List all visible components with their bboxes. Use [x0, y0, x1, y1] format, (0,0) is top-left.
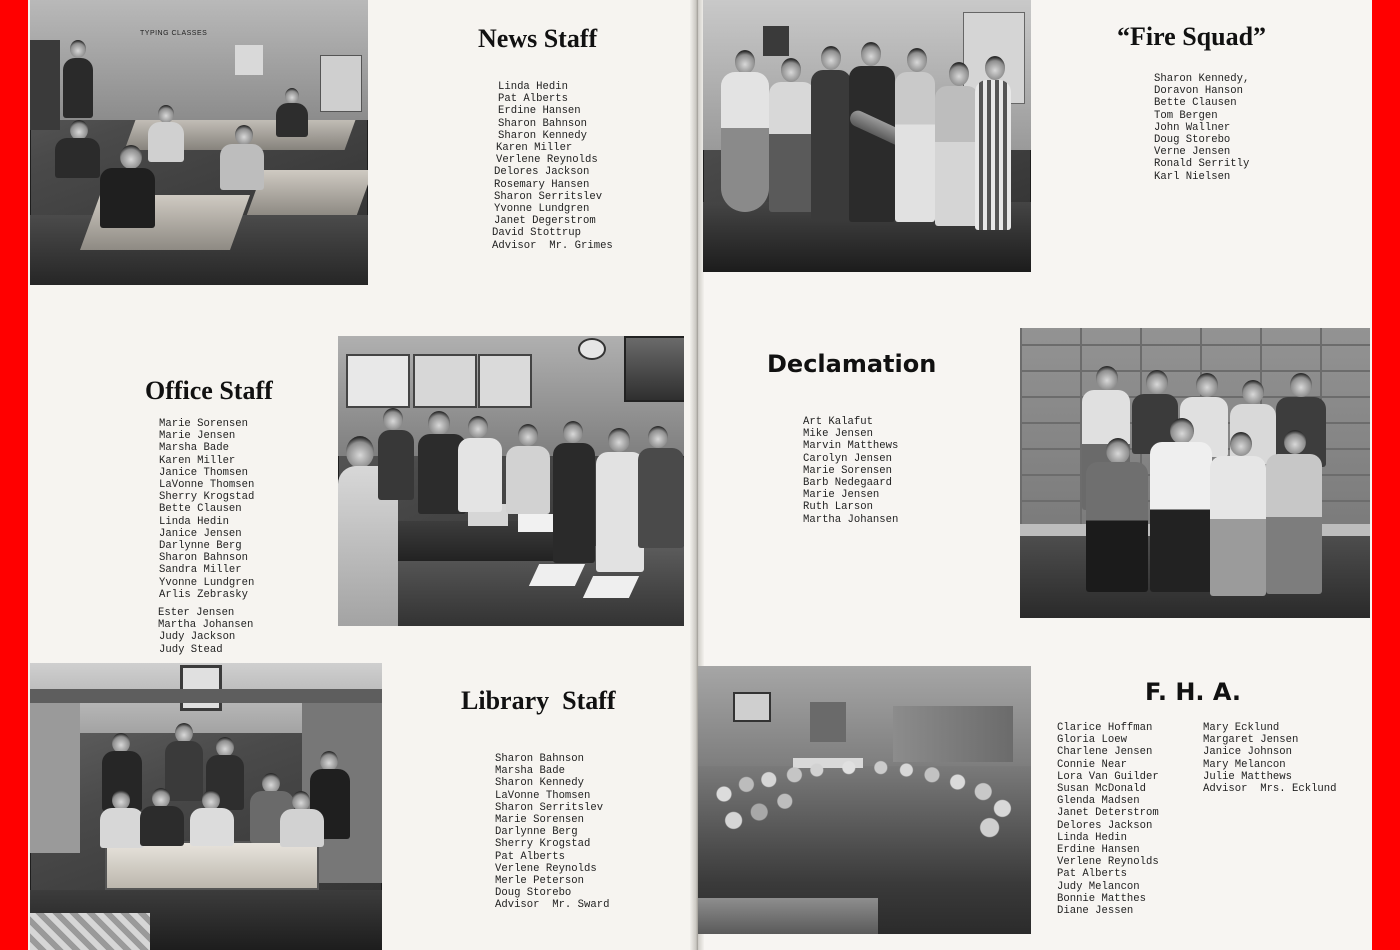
office-staff-name: Bette Clausen — [159, 503, 242, 516]
office-staff-name: Arlis Zebrasky — [159, 588, 249, 601]
library-staff-names — [495, 753, 609, 912]
news-staff-photo — [30, 0, 368, 285]
fha-names-col1 — [1057, 722, 1159, 917]
office-staff-name: LaVonne Thomsen — [159, 479, 255, 492]
fha-name: Julie Matthews — [1203, 770, 1293, 783]
fha-name: Connie Near — [1057, 758, 1127, 771]
fha-name: Bonnie Matthes — [1057, 892, 1147, 905]
news-staff-name: Yvonne Lundgren — [494, 203, 590, 216]
news-staff-name: Sharon Bahnson — [498, 117, 588, 130]
declamation-title: Declamation — [767, 350, 937, 378]
office-staff-photo — [338, 336, 684, 626]
office-staff-name: Sherry Krogstad — [159, 491, 255, 504]
fire-squad-name: Bette Clausen — [1154, 97, 1237, 110]
declamation-name: Marie Jensen — [803, 489, 880, 502]
declamation-names — [803, 416, 898, 526]
office-staff-name: Martha Johansen — [158, 619, 254, 632]
news-staff-name: Janet Degerstrom — [494, 215, 596, 228]
news-staff-name: Delores Jackson — [494, 166, 590, 179]
fire-squad-name: John Wallner — [1154, 121, 1231, 134]
fha-name: Gloria Loew — [1057, 734, 1127, 747]
news-staff-name: Linda Hedin — [498, 81, 568, 93]
office-staff-name: Sharon Bahnson — [159, 552, 249, 565]
fha-title: F. H. A. — [1145, 678, 1242, 706]
fha-name: Diane Jessen — [1057, 905, 1134, 918]
office-staff-name: Marsha Bade — [159, 442, 229, 455]
news-staff-name: Rosemary Hansen — [494, 178, 590, 191]
office-staff-name: Judy Stead — [159, 643, 223, 656]
fha-advisor: Advisor Mrs. Ecklund — [1203, 783, 1337, 796]
library-staff-name: Sharon Serritslev — [495, 801, 604, 814]
fire-squad-names — [1154, 73, 1249, 183]
fha-name: Margaret Jensen — [1203, 734, 1299, 747]
library-staff-name: Marsha Bade — [495, 765, 565, 778]
fire-squad-name: Doravon Hanson — [1154, 85, 1244, 98]
fire-squad-title: “Fire Squad” — [1117, 22, 1267, 51]
news-staff-title: News Staff — [478, 24, 598, 53]
news-staff-name: David Stottrup — [492, 227, 582, 240]
office-staff-name: Yvonne Lundgren — [159, 576, 255, 589]
fire-squad-name: Doug Storebo — [1154, 134, 1231, 147]
fha-name: Charlene Jensen — [1057, 746, 1153, 759]
fha-name: Mary Melancon — [1203, 758, 1286, 771]
fha-name: Janice Johnson — [1203, 746, 1293, 759]
library-staff-name: Sherry Krogstad — [495, 838, 591, 851]
declamation-name: Marie Sorensen — [803, 464, 893, 477]
office-staff-name: Janice Thomsen — [159, 466, 249, 479]
library-staff-advisor: Advisor Mr. Sward — [495, 899, 610, 912]
library-staff-name: Sharon Bahnson — [495, 753, 585, 765]
library-staff-name: Sharon Kennedy — [495, 777, 585, 790]
fha-name: Judy Melancon — [1057, 880, 1140, 893]
news-staff-name: Verlene Reynolds — [496, 154, 598, 167]
declamation-photo — [1020, 328, 1370, 618]
office-staff-name: Darlynne Berg — [159, 540, 242, 553]
news-staff-name: Karen Miller — [496, 142, 573, 155]
declamation-name: Barb Nedegaard — [803, 477, 893, 490]
fha-name: Pat Alberts — [1057, 868, 1127, 881]
library-staff-name: Doug Storebo — [495, 887, 572, 900]
fire-squad-name: Karl Nielsen — [1154, 170, 1231, 183]
office-staff-title: Office Staff — [145, 376, 273, 405]
library-staff-name: LaVonne Thomsen — [495, 789, 591, 802]
office-staff-name: Judy Jackson — [159, 631, 236, 644]
news-staff-name: Erdine Hansen — [498, 105, 581, 118]
office-staff-name: Karen Miller — [159, 454, 236, 467]
news-staff-names — [492, 81, 613, 252]
fha-name: Janet Deterstrom — [1057, 807, 1159, 820]
library-staff-name: Verlene Reynolds — [495, 862, 597, 875]
fha-name: Susan McDonald — [1057, 783, 1147, 796]
fha-name: Linda Hedin — [1057, 831, 1127, 844]
declamation-name: Carolyn Jensen — [803, 452, 893, 465]
fha-name: Erdine Hansen — [1057, 844, 1140, 857]
library-staff-name: Pat Alberts — [495, 850, 565, 863]
fha-name: Clarice Hoffman — [1057, 722, 1153, 734]
declamation-name: Martha Johansen — [803, 513, 899, 526]
fha-names-col2 — [1203, 722, 1337, 795]
fire-squad-name: Ronald Serritly — [1154, 158, 1250, 171]
office-staff-name: Marie Jensen — [159, 430, 236, 443]
office-staff-name: Janice Jensen — [159, 527, 242, 540]
declamation-name: Marvin Matthews — [803, 440, 899, 453]
fha-name: Glenda Madsen — [1057, 795, 1140, 808]
news-staff-name: Sharon Serritslev — [494, 190, 603, 203]
fha-photo — [698, 666, 1031, 934]
declamation-name: Mike Jensen — [803, 428, 873, 441]
news-staff-name: Pat Alberts — [498, 93, 568, 106]
library-staff-title: Library Staff — [461, 686, 616, 715]
library-staff-photo — [30, 663, 382, 950]
fha-name: Delores Jackson — [1057, 819, 1153, 832]
declamation-name: Art Kalafut — [803, 416, 873, 428]
office-staff-name: Sandra Miller — [159, 564, 242, 577]
library-staff-name: Darlynne Berg — [495, 826, 578, 839]
library-staff-name: Marie Sorensen — [495, 814, 585, 827]
fire-squad-name: Sharon Kennedy, — [1154, 73, 1250, 85]
office-staff-names — [159, 418, 254, 656]
fha-name: Verlene Reynolds — [1057, 856, 1159, 869]
library-staff-name: Merle Peterson — [495, 875, 585, 888]
office-staff-name: Linda Hedin — [159, 515, 229, 528]
office-staff-name: Marie Sorensen — [159, 418, 249, 430]
fire-squad-photo — [703, 0, 1031, 272]
news-staff-name: Sharon Kennedy — [498, 129, 588, 142]
fire-squad-name: Verne Jensen — [1154, 146, 1231, 159]
fha-name: Lora Van Guilder — [1057, 770, 1159, 783]
fha-name: Mary Ecklund — [1203, 722, 1280, 734]
typing-classes-sign: TYPING CLASSES — [140, 30, 208, 37]
news-staff-advisor: Advisor Mr. Grimes — [492, 239, 613, 252]
office-staff-name: Ester Jensen — [158, 607, 235, 620]
declamation-name: Ruth Larson — [803, 501, 873, 514]
fire-squad-name: Tom Bergen — [1154, 109, 1218, 122]
